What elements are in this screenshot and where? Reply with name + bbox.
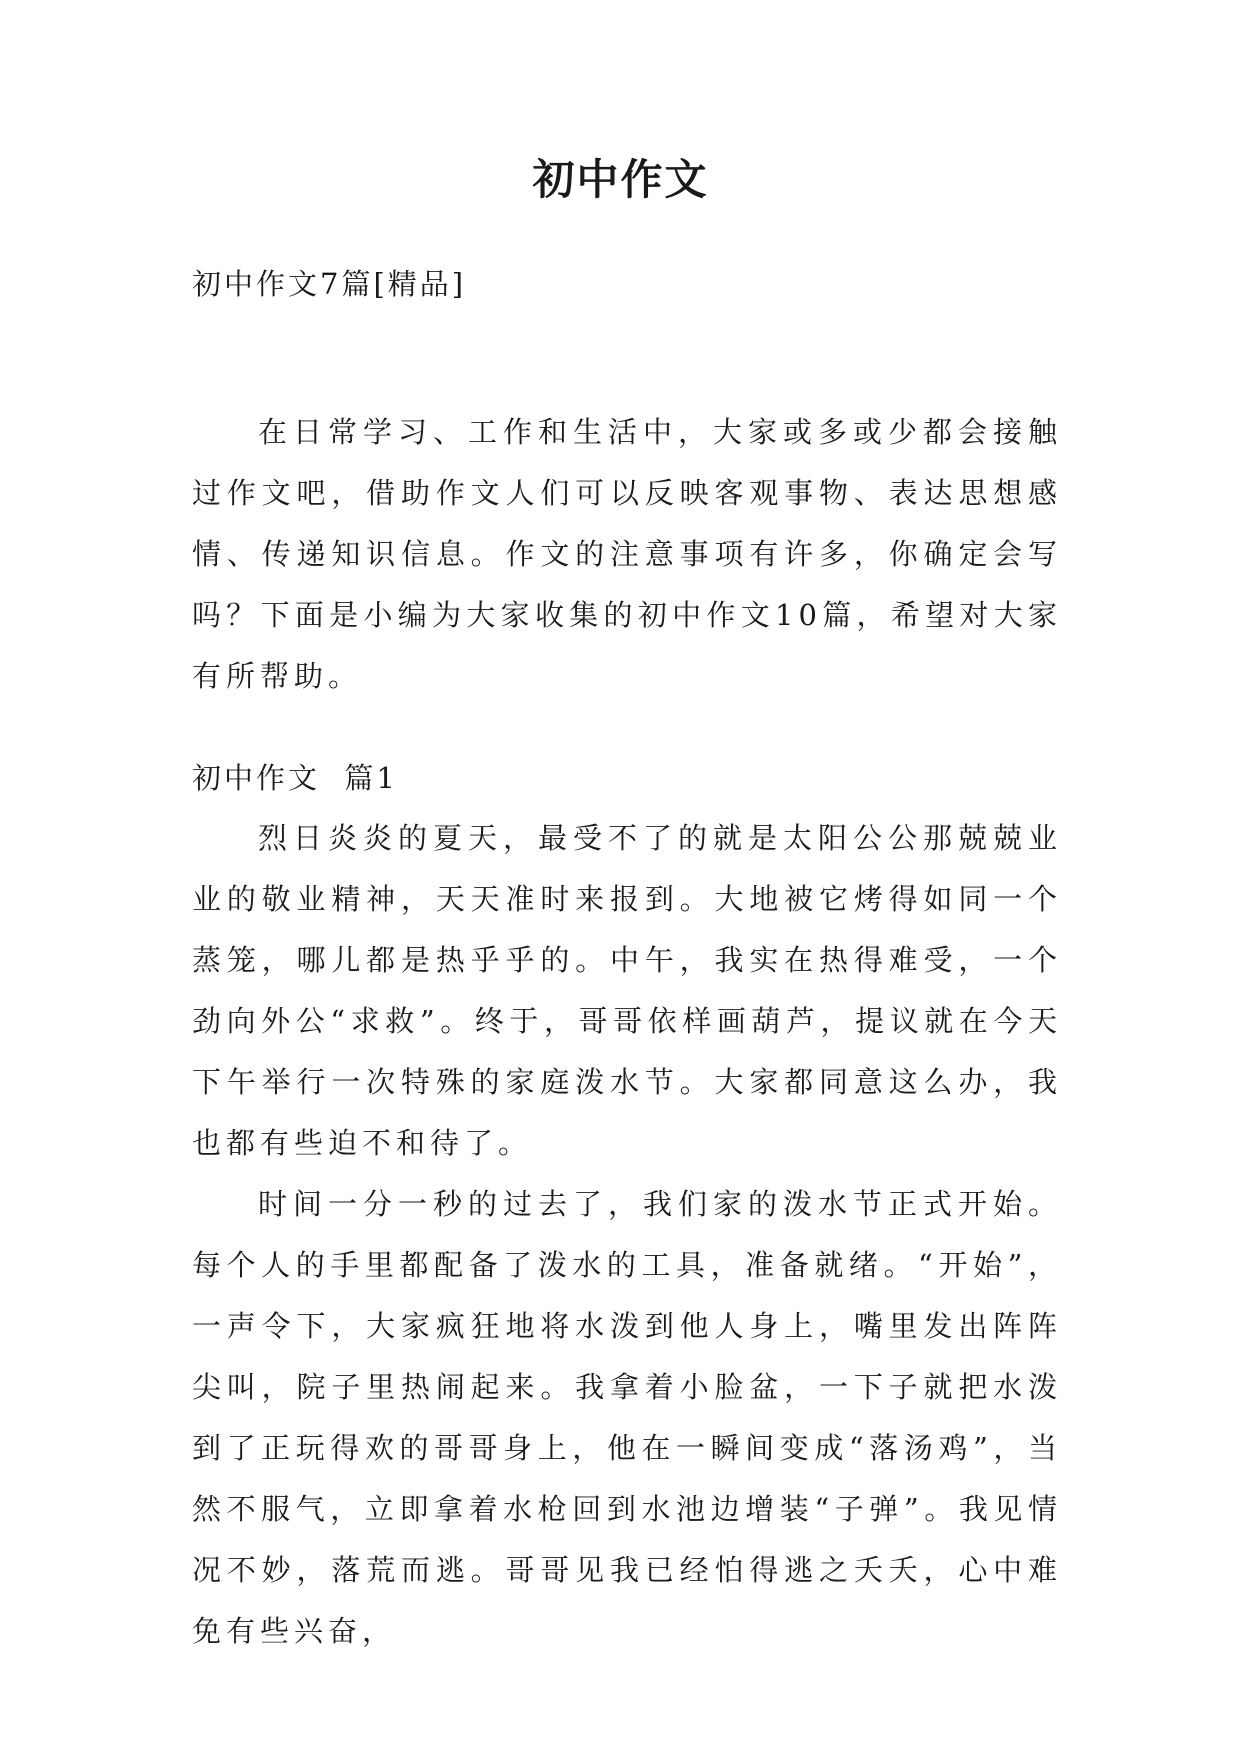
- essay-body: [192, 808, 1062, 1662]
- document-subtitle: 初中作文7篇[精品]: [192, 267, 467, 301]
- intro-paragraph: 在日常学习、工作和生活中，大家或多或少都会接触过作文吧，借助作文人们可以反映客观事物、表达思想感情、传递知识信息。作文的注意事项有许多，你确定会写吗？下面是小编为大家收集的初中作文10篇，希望对大家有所帮助。: [192, 415, 1062, 693]
- essay-paragraph: 时间一分一秒的过去了，我们家的泼水节正式开始。每个人的手里都配备了泼水的工具，准备就绪。“开始”，一声令下，大家疯狂地将水泼到他人身上，嘴里发出阵阵尖叫，院子里热闹起来。我拿着小脸盆，一下子就把水泼到了正玩得欢的哥哥身上，他在一瞬间变成“落汤鸡”，当然不服气，立即拿着水枪回到水池边增装“子弹”。我见情况不妙，落荒而逃。哥哥见我已经怕得逃之夭夭，心中难免有些兴奋，: [192, 1187, 1062, 1648]
- essay-paragraph: 烈日炎炎的夏天，最受不了的就是太阳公公那兢兢业业的敬业精神，天天准时来报到。大地被它烤得如同一个蒸笼，哪儿都是热乎乎的。中午，我实在热得难受，一个劲向外公“求救”。终于，哥哥依样画葫芦，提议就在今天下午举行一次特殊的家庭泼水节。大家都同意这么办，我也都有些迫不和待了。: [192, 821, 1062, 1160]
- document-title: 初中作文: [532, 155, 709, 204]
- intro-block: [192, 402, 1062, 707]
- section-heading: 初中作文 篇1: [192, 761, 398, 795]
